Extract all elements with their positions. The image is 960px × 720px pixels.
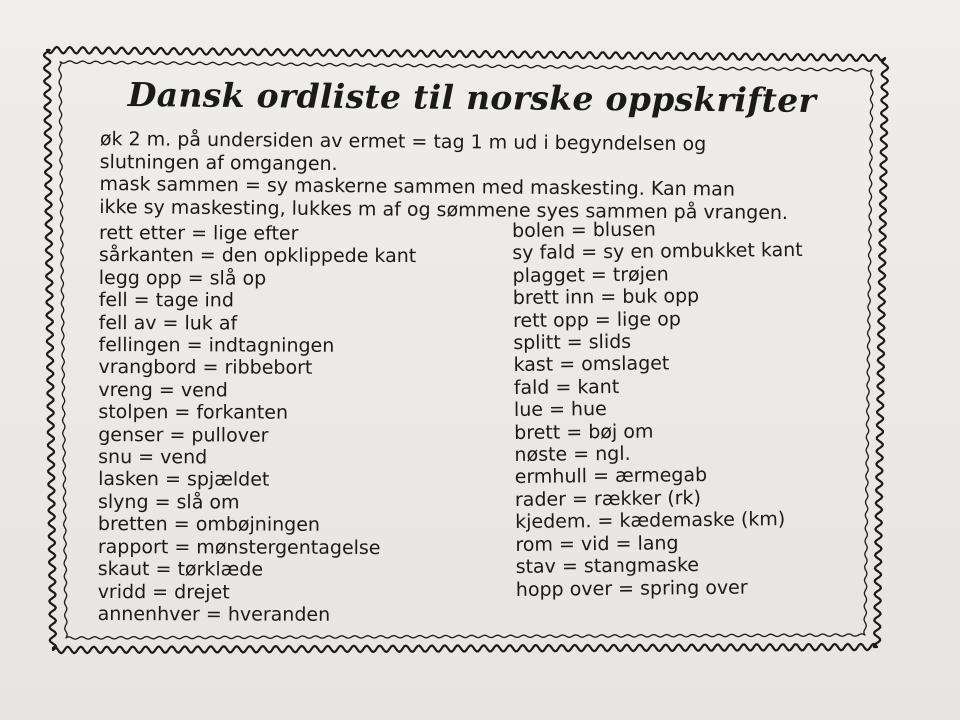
glossary-entry: slyng = slå om: [97, 490, 240, 514]
glossary-entry: sårkanten = den opklippede kant: [98, 244, 417, 268]
glossary-entry: sy fald = sy en ombukket kant: [512, 239, 803, 265]
glossary-entry: plagget = trøjen: [512, 263, 669, 287]
intro-line: ikke sy maskesting, lukkes m af og sømmene syes sammen på vrangen.: [99, 195, 789, 224]
page-title: Dansk ordliste til norske oppskrifter: [127, 74, 817, 121]
glossary-entry: vreng = vend: [98, 378, 228, 402]
glossary-entry: kjedem. = kædemaske (km): [515, 508, 786, 534]
glossary-entry: legg opp = slå op: [98, 266, 267, 290]
glossary-left-column: [98, 222, 417, 626]
glossary-entry: vridd = drejet: [97, 580, 230, 603]
intro-paragraph: [99, 128, 840, 224]
glossary-entry: stav = stangmaske: [515, 554, 700, 579]
intro-line: slutningen af omgangen.: [99, 150, 338, 175]
glossary-entry: rapport = mønstergentagelse: [97, 535, 381, 559]
glossary-entry: lue = hue: [513, 398, 607, 422]
glossary-entry: snu = vend: [98, 446, 208, 469]
glossary-entry: annenhver = hveranden: [97, 602, 331, 626]
glossary-entry: brett inn = buk opp: [512, 285, 700, 310]
glossary-entry: vrangbord = ribbebort: [98, 356, 313, 380]
glossary-entry: kast = omslaget: [513, 352, 670, 377]
glossary-entry: fell = tage ind: [98, 289, 234, 312]
glossary-entry: rett opp = lige op: [512, 307, 681, 332]
glossary-entry: rom = vid = lang: [515, 531, 679, 556]
glossary-entry: bretten = ombøjningen: [97, 513, 321, 537]
glossary-entry: lasken = spjældet: [98, 468, 270, 492]
glossary-entry: nøste = ngl.: [514, 442, 631, 467]
glossary-entry: brett = bøj om: [514, 420, 654, 444]
glossary-entry: stolpen = forkanten: [98, 401, 289, 424]
glossary-entry: genser = pullover: [98, 423, 269, 447]
glossary-entry: bolen = blusen: [512, 218, 656, 242]
glossary-entry: skaut = tørklæde: [97, 558, 264, 581]
glossary-entry: rett etter = lige efter: [98, 222, 299, 245]
glossary-entry: hopp over = spring over: [515, 576, 748, 601]
glossary-entry: splitt = slids: [513, 330, 632, 355]
glossary-entry: fellingen = indtagningen: [98, 334, 335, 357]
glossary-entry: rader = rækker (rk): [514, 486, 702, 511]
intro-line: mask sammen = sy maskerne sammen med maskesting. Kan man: [99, 172, 736, 201]
glossary-entry: fald = kant: [513, 375, 620, 399]
glossary-entry: ermhull = ærmegab: [514, 464, 708, 489]
intro-line: øk 2 m. på undersiden av ermet = tag 1 m ud i begyndelsen og: [99, 128, 707, 156]
glossary-entry: fell av = luk af: [98, 311, 238, 335]
glossary-right-column: [512, 217, 806, 601]
